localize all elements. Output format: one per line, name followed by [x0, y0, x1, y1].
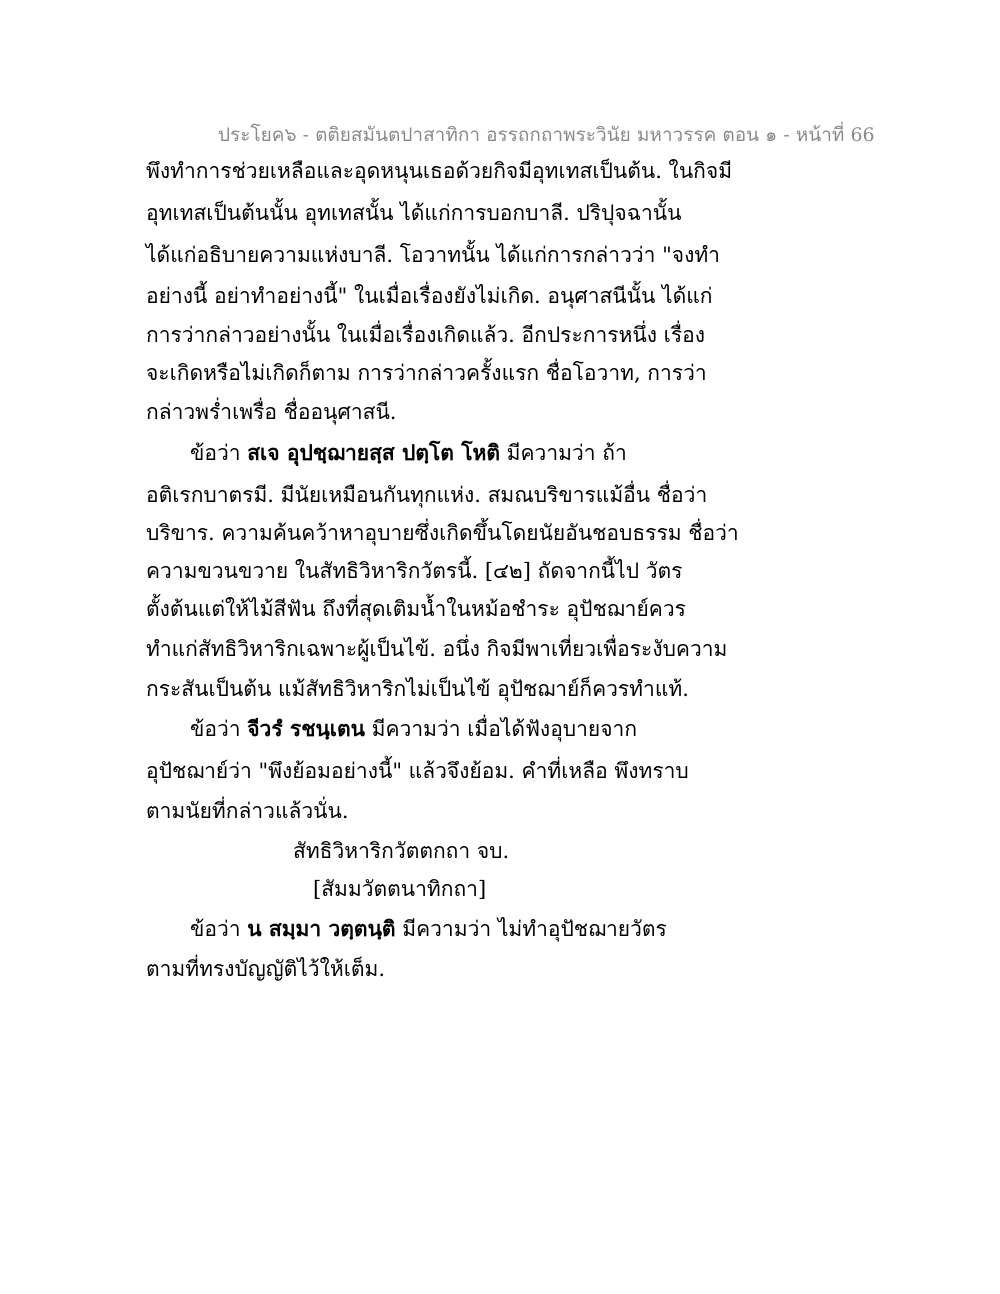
text-line: จะเกิดหรือไม่เกิดก็ตาม การว่ากล่าวครั้งแรก ชื่อโอวาท, การว่า [146, 361, 707, 385]
paragraph-opening-line [190, 438, 627, 468]
pali-quote: สเจ อุปชฺฌายสฺส ปตฺโต โหติ [247, 440, 500, 465]
running-title: ประโยค๖ - ตติยสมันตปาสาทิกา อรรถกถาพระวินัย มหาวรรค ตอน ๑ - หน้าที่ 66 [218, 124, 875, 146]
text-line: พึงทำการช่วยเหลือและอุดหนุนเธอด้วยกิจมีอุทเทสเป็นต้น. ในกิจมี [146, 159, 733, 183]
text-line: อติเรกบาตรมี. มีนัยเหมือนกันทุกแห่ง. สมณบริขารแม้อื่น ชื่อว่า [146, 483, 708, 507]
intro-text: ข้อว่า [190, 441, 248, 465]
text-line: ตั้งต้นแต่ให้ไม้สีฟัน ถึงที่สุดเติมน้ำในหม้อชำระ อุปัชฌาย์ควร [146, 597, 686, 621]
text-line: อุปัชฌาย์ว่า "พึงย้อมอย่างนี้" แล้วจึงย้อม. คำที่เหลือ พึงทราบ [146, 759, 689, 783]
text-line: กระสันเป็นต้น แม้สัทธิวิหาริกไม่เป็นไข้ อุปัชฌาย์ก็ควรทำแท้. [146, 677, 689, 701]
text-line: ตามนัยที่กล่าวแล้วนั่น. [146, 799, 349, 823]
intro-text: ข้อว่า [190, 917, 248, 941]
text-line: อย่างนี้ อย่าทำอย่างนี้" ในเมื่อเรื่องยังไม่เกิด. อนุศาสนีนั้น ได้แก่ [146, 284, 713, 308]
explanation-text: มีความว่า เมื่อได้ฟังอุบายจาก [364, 717, 638, 741]
paragraph-opening-line [190, 914, 667, 944]
paragraph-opening-line [190, 714, 637, 744]
text-line: ความขวนขวาย ในสัทธิวิหาริกวัตรนี้. [๔๒] ถัดจากนี้ไป วัตร [146, 559, 683, 583]
text-line: การว่ากล่าวอย่างนั้น ในเมื่อเรื่องเกิดแล้ว. อีกประการหนึ่ง เรื่อง [146, 323, 705, 347]
pali-quote: น สมฺมา วตฺตนฺติ [247, 916, 396, 941]
text-line: อุทเทสเป็นต้นนั้น อุทเทสนั้น ได้แก่การบอกบาลี. ปริปุจฉานั้น [146, 201, 682, 225]
explanation-text: มีความว่า ถ้า [499, 441, 627, 465]
pali-quote: จีวรํ รชนฺเตน [247, 716, 365, 741]
text-line: ตามที่ทรงบัญญัติไว้ให้เต็ม. [146, 957, 386, 981]
intro-text: ข้อว่า [190, 717, 248, 741]
text-line: ได้แก่อธิบายความแห่งบาลี. โอวาทนั้น ได้แก่การกล่าวว่า "จงทำ [146, 243, 720, 267]
text-line: บริขาร. ความค้นคว้าหาอุบายซึ่งเกิดขึ้นโดยนัยอันชอบธรรม ชื่อว่า [146, 521, 739, 545]
text-line: กล่าวพร่ำเพรื่อ ชื่ออนุศาสนี. [146, 400, 397, 424]
section-end-text: สัทธิวิหาริกวัตตกถา จบ. [293, 839, 510, 863]
explanation-text: มีความว่า ไม่ทำอุปัชฌายวัตร [395, 917, 667, 941]
text-line: ทำแก่สัทธิวิหาริกเฉพาะผู้เป็นไข้. อนึ่ง กิจมีพาเที่ยวเพื่อระงับความ [146, 637, 728, 661]
section-title: [สัมมวัตตนาทิกถา] [313, 877, 487, 901]
